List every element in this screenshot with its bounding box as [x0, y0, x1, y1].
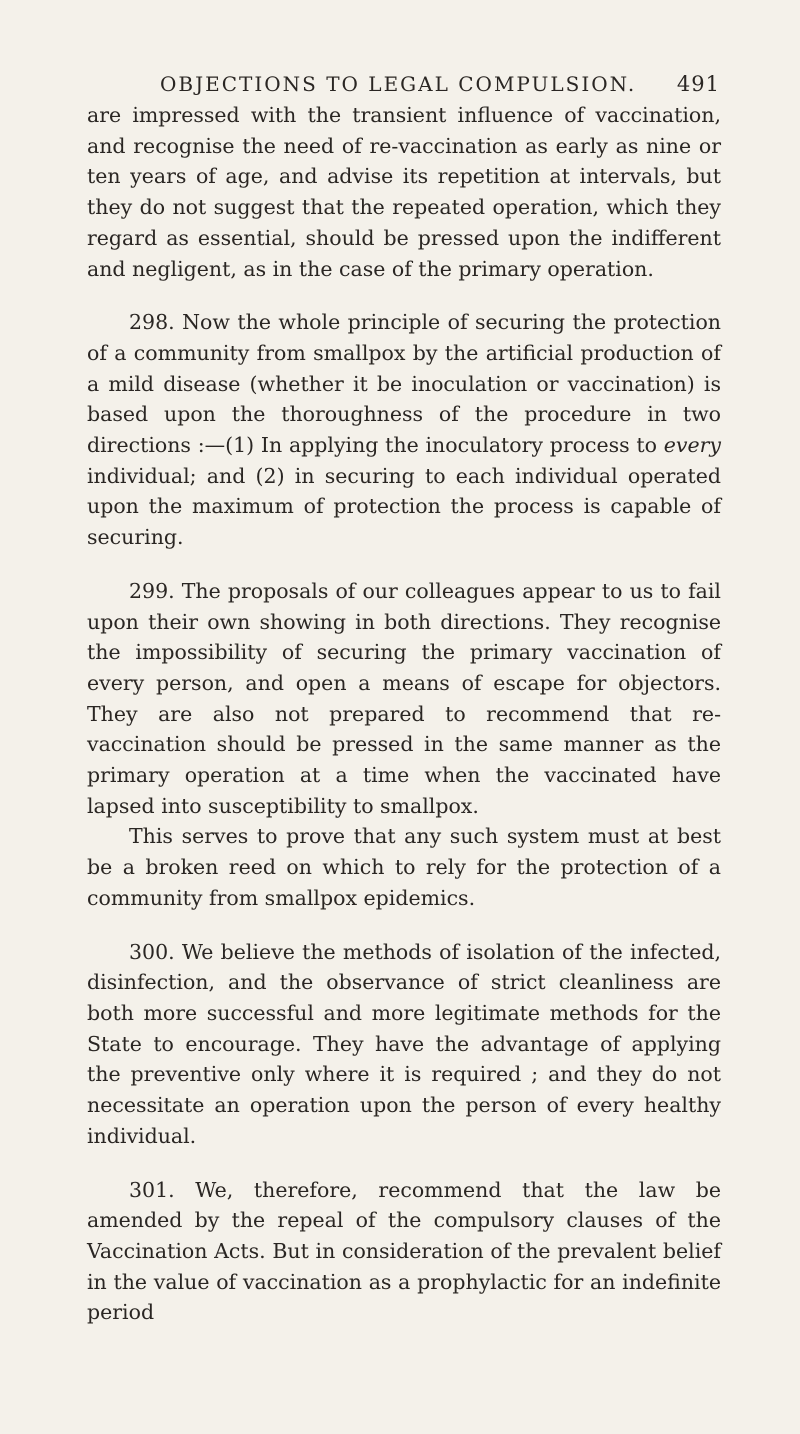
- paragraph-continued: are impressed with the transient influence of vaccination, and recognise the need of re-vaccination as early as nine or ten years of age, and advise its repetition at intervals, but they do not suggest that the repeated operation, which they regard as essential, should be pressed upon the indifferent and negligent, as in the case of the primary operation.: [87, 103, 721, 281]
- paragraph-298-emphasis: every: [663, 433, 721, 458]
- paragraph-299-continuation: This serves to prove that any such system must at best be a broken reed on which to rely for the protection of a community from smallpox epidemics.: [87, 824, 721, 910]
- page-body: [87, 100, 721, 1328]
- paragraph-298-text-b: individual; and (2) in securing to each individual operated upon the maximum of protection the process is capable of securing.: [87, 463, 721, 550]
- paragraph-299: 299. The proposals of our colleagues appear to us to fail upon their own showing in both directions. They recognise the impossibility of securing the primary vaccination of every person, and open a means of escape for objectors. They are also not prepared to recommend that re-vaccination should be pressed in the same manner as the primary operation at a time when the vaccinated have lapsed into susceptibility to smallpox.: [87, 578, 721, 818]
- paragraph-298: [87, 307, 721, 553]
- paragraph-298-text-a: 298. Now the whole principle of securing the protection of a community from smallpox by the artificial production of a mild disease (whether it be inoculation or vaccination) is based upon the thoroughness of the procedure in two directions :—(1) In applying the inoculatory process to: [87, 310, 721, 458]
- running-title: OBJECTIONS TO LEGAL COMPULSION.: [160, 72, 637, 96]
- paragraph-300: 300. We believe the methods of isolation of the infected, disinfection, and the observance of strict cleanliness are both more successful and more legitimate methods for the State to encourage. They have the advantage of applying the preventive only where it is required ; and they do not necessitate an operation upon the person of every healthy individual.: [87, 939, 721, 1148]
- page-number: 491: [676, 72, 720, 96]
- paragraph-301: 301. We, therefore, recommend that the law be amended by the repeal of the compulsory clauses of the Vaccination Acts. But in consideration of the prevalent belief in the value of vaccination as a prophylactic for an indefinite period: [87, 1177, 721, 1325]
- running-header: [160, 72, 720, 96]
